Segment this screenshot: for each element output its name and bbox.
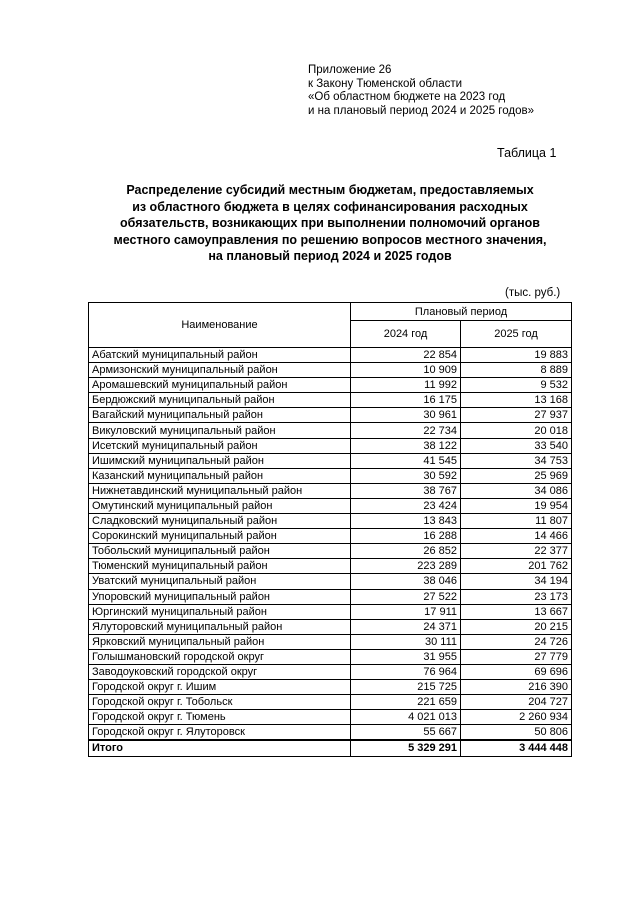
row-value-2024: 23 424 xyxy=(351,498,461,513)
row-name: Омутинский муниципальный район xyxy=(89,498,351,513)
row-name: Городской округ г. Ялуторовск xyxy=(89,725,351,741)
table-row xyxy=(89,710,572,725)
row-name: Юргинский муниципальный район xyxy=(89,604,351,619)
row-value-2025: 19 954 xyxy=(461,498,572,513)
appendix-line-1: Приложение 26 xyxy=(308,64,392,76)
row-value-2024: 16 288 xyxy=(351,529,461,544)
subsidy-table xyxy=(88,302,572,757)
table-number: Таблица 1 xyxy=(497,146,557,160)
title-line-5: на плановый период 2024 и 2025 годов xyxy=(208,249,452,264)
row-value-2025: 204 727 xyxy=(461,695,572,710)
table-row xyxy=(89,725,572,741)
row-value-2025: 201 762 xyxy=(461,559,572,574)
table-row xyxy=(89,574,572,589)
row-name: Абатский муниципальный район xyxy=(89,348,351,363)
header-name: Наименование xyxy=(89,303,351,348)
row-name: Бердюжский муниципальный район xyxy=(89,393,351,408)
row-value-2024: 24 371 xyxy=(351,619,461,634)
row-name: Викуловский муниципальный район xyxy=(89,423,351,438)
row-name: Сладковский муниципальный район xyxy=(89,514,351,529)
table-row xyxy=(89,423,572,438)
row-value-2024: 31 955 xyxy=(351,649,461,664)
table-row xyxy=(89,604,572,619)
table-row xyxy=(89,498,572,513)
units-label: (тыс. руб.) xyxy=(505,287,561,299)
appendix-line-4: и на плановый период 2024 и 2025 годов» xyxy=(308,104,534,117)
row-name: Ишимский муниципальный район xyxy=(89,453,351,468)
row-value-2024: 10 909 xyxy=(351,363,461,378)
row-value-2025: 69 696 xyxy=(461,664,572,679)
row-value-2025: 34 194 xyxy=(461,574,572,589)
row-value-2025: 22 377 xyxy=(461,544,572,559)
header-2025: 2025 год xyxy=(461,321,572,348)
row-value-2025: 23 173 xyxy=(461,589,572,604)
row-name: Городской округ г. Тюмень xyxy=(89,710,351,725)
table-row xyxy=(89,363,572,378)
row-value-2025: 27 779 xyxy=(461,649,572,664)
row-name: Ярковский муниципальный район xyxy=(89,634,351,649)
appendix-header xyxy=(308,64,534,118)
row-name: Казанский муниципальный район xyxy=(89,468,351,483)
row-value-2024: 30 592 xyxy=(351,468,461,483)
row-value-2025: 24 726 xyxy=(461,634,572,649)
table-row xyxy=(89,695,572,710)
row-name: Городской округ г. Ишим xyxy=(89,680,351,695)
row-value-2024: 22 854 xyxy=(351,348,461,363)
row-value-2025: 20 018 xyxy=(461,423,572,438)
row-value-2025: 8 889 xyxy=(461,363,572,378)
row-value-2024: 215 725 xyxy=(351,680,461,695)
row-value-2025: 13 667 xyxy=(461,604,572,619)
total-2024: 5 329 291 xyxy=(351,740,461,756)
row-value-2024: 4 021 013 xyxy=(351,710,461,725)
row-value-2025: 216 390 xyxy=(461,680,572,695)
table-row xyxy=(89,634,572,649)
row-value-2024: 38 767 xyxy=(351,483,461,498)
row-value-2024: 16 175 xyxy=(351,393,461,408)
total-2025: 3 444 448 xyxy=(461,740,572,756)
table-row xyxy=(89,649,572,664)
row-value-2025: 19 883 xyxy=(461,348,572,363)
table-row xyxy=(89,378,572,393)
row-name: Городской округ г. Тобольск xyxy=(89,695,351,710)
table-row xyxy=(89,393,572,408)
row-name: Заводоуковский городской округ xyxy=(89,664,351,679)
table-row xyxy=(89,453,572,468)
row-value-2025: 14 466 xyxy=(461,529,572,544)
row-value-2024: 76 964 xyxy=(351,664,461,679)
row-name: Тюменский муниципальный район xyxy=(89,559,351,574)
row-name: Уватский муниципальный район xyxy=(89,574,351,589)
table-row xyxy=(89,619,572,634)
row-value-2024: 17 911 xyxy=(351,604,461,619)
row-value-2025: 33 540 xyxy=(461,438,572,453)
table-row xyxy=(89,348,572,363)
row-name: Упоровский муниципальный район xyxy=(89,589,351,604)
table-row xyxy=(89,680,572,695)
title-line-3: обязательств, возникающих при выполнении полномочий органов xyxy=(120,216,540,231)
row-value-2025: 50 806 xyxy=(461,725,572,741)
row-name: Исетский муниципальный район xyxy=(89,438,351,453)
table-row xyxy=(89,483,572,498)
row-name: Тобольский муниципальный район xyxy=(89,544,351,559)
row-value-2024: 221 659 xyxy=(351,695,461,710)
row-value-2025: 20 215 xyxy=(461,619,572,634)
row-name: Аромашевский муниципальный район xyxy=(89,378,351,393)
row-value-2024: 11 992 xyxy=(351,378,461,393)
row-value-2024: 38 122 xyxy=(351,438,461,453)
table-row xyxy=(89,544,572,559)
header-2024: 2024 год xyxy=(351,321,461,348)
row-value-2024: 30 961 xyxy=(351,408,461,423)
title-line-1: Распределение субсидий местным бюджетам, предоставляемых xyxy=(126,183,534,197)
row-name: Сорокинский муниципальный район xyxy=(89,529,351,544)
title-line-2: из областного бюджета в целях софинансирования расходных xyxy=(132,199,528,214)
row-value-2024: 223 289 xyxy=(351,559,461,574)
document-title xyxy=(88,182,572,265)
table-row xyxy=(89,559,572,574)
table-row xyxy=(89,589,572,604)
row-value-2025: 2 260 934 xyxy=(461,710,572,725)
table-row xyxy=(89,514,572,529)
table-body xyxy=(89,348,572,757)
header-period: Плановый период xyxy=(351,303,572,321)
row-name: Вагайский муниципальный район xyxy=(89,408,351,423)
row-value-2025: 25 969 xyxy=(461,468,572,483)
row-value-2024: 13 843 xyxy=(351,514,461,529)
row-value-2024: 38 046 xyxy=(351,574,461,589)
total-row xyxy=(89,740,572,756)
row-value-2025: 34 086 xyxy=(461,483,572,498)
row-name: Армизонский муниципальный район xyxy=(89,363,351,378)
row-value-2025: 13 168 xyxy=(461,393,572,408)
appendix-line-2: к Закону Тюменской области xyxy=(308,77,463,90)
row-value-2024: 30 111 xyxy=(351,634,461,649)
row-name: Нижнетавдинский муниципальный район xyxy=(89,483,351,498)
row-name: Ялуторовский муниципальный район xyxy=(89,619,351,634)
table-row xyxy=(89,408,572,423)
row-value-2025: 11 807 xyxy=(461,514,572,529)
row-value-2024: 26 852 xyxy=(351,544,461,559)
table-row xyxy=(89,438,572,453)
table-row xyxy=(89,529,572,544)
title-line-4: местного самоуправления по решению вопросов местного значения, xyxy=(113,232,547,247)
row-name: Голышмановский городской округ xyxy=(89,649,351,664)
row-value-2024: 41 545 xyxy=(351,453,461,468)
row-value-2025: 27 937 xyxy=(461,408,572,423)
table-row xyxy=(89,468,572,483)
table-row xyxy=(89,664,572,679)
total-label: Итого xyxy=(89,740,351,756)
row-value-2024: 27 522 xyxy=(351,589,461,604)
row-value-2025: 34 753 xyxy=(461,453,572,468)
row-value-2024: 55 667 xyxy=(351,725,461,741)
row-value-2025: 9 532 xyxy=(461,378,572,393)
appendix-line-3: «Об областном бюджете на 2023 год xyxy=(308,91,506,104)
row-value-2024: 22 734 xyxy=(351,423,461,438)
